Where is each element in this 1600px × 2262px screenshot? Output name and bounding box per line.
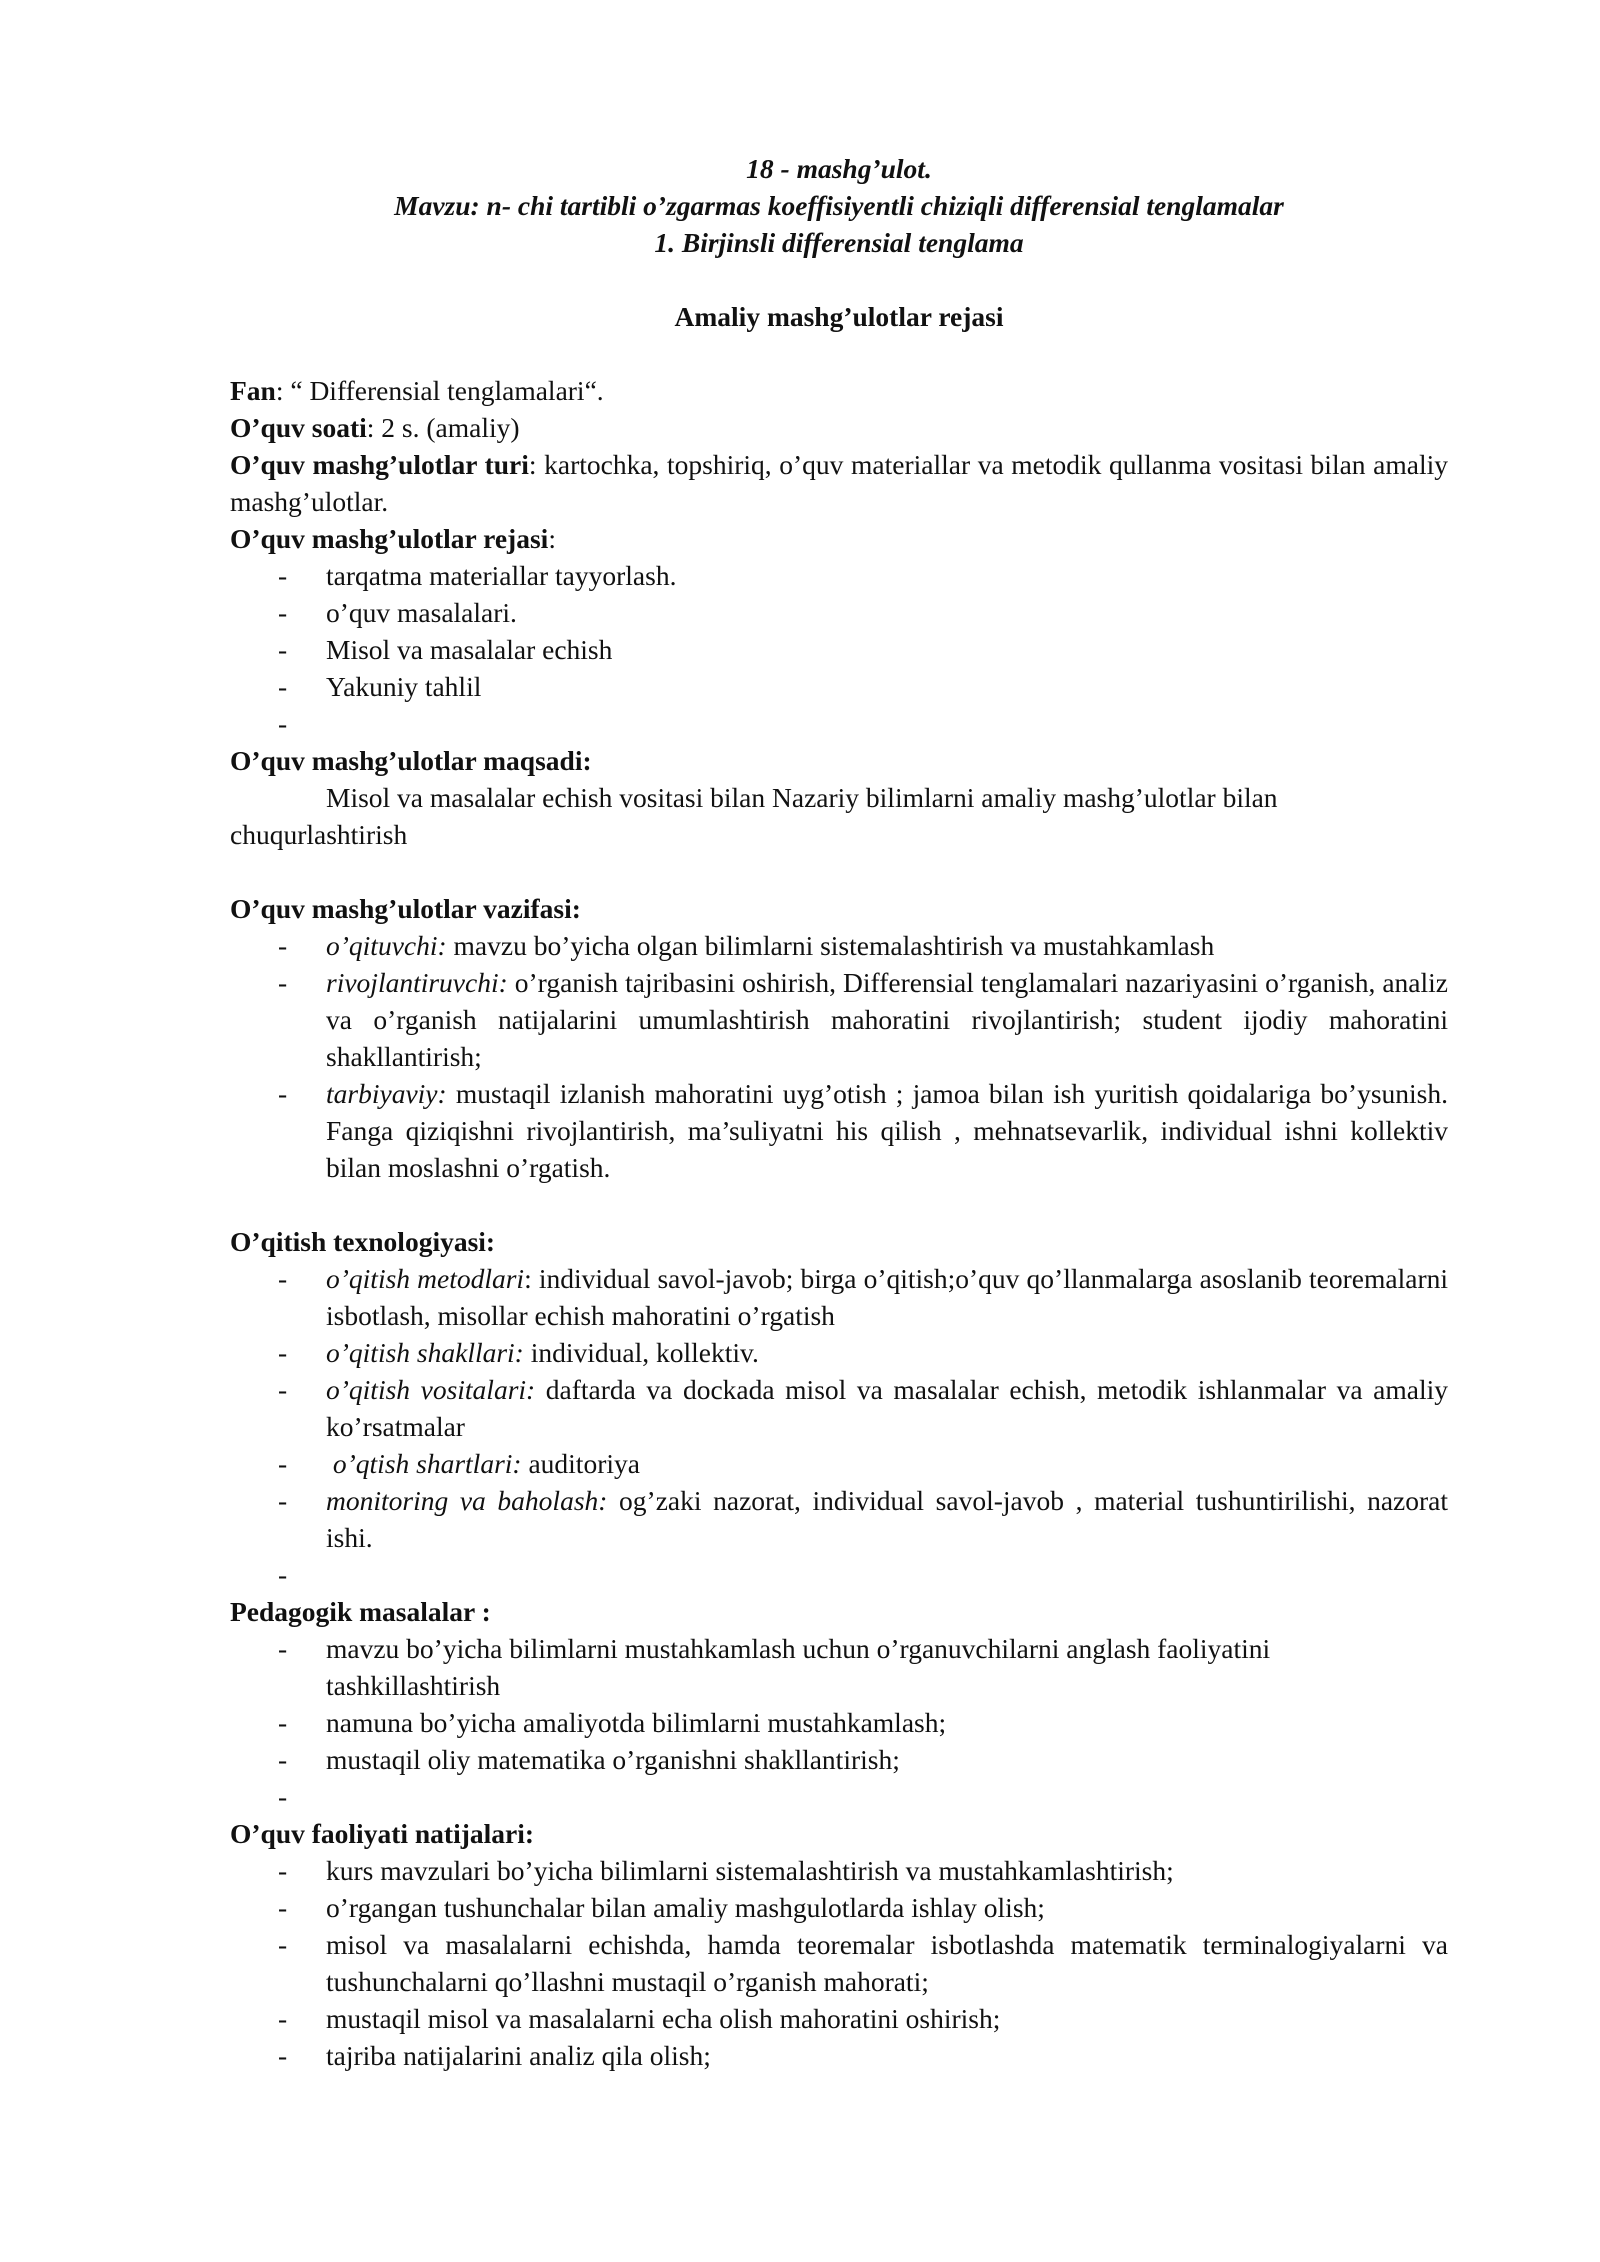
rejasi-colon: :	[548, 523, 556, 554]
lesson-number: 18 - mashg’ulot.	[746, 153, 932, 184]
list-item	[230, 1556, 1448, 1593]
list-item: - o’quv masalalari.	[230, 594, 1448, 631]
item-text: : individual savol-javob; birga o’qitish;o’quv qo’llanmalarga asoslanib teoremalarni isbotlash, misollar echish mahoratini o’rgatish	[326, 1263, 1448, 1331]
topic-title: Mavzu: n- chi tartibli o’zgarmas koeffisiyentli chiziqli differensial tenglamalar	[394, 190, 1284, 221]
dash-bullet: -	[278, 1781, 288, 1812]
fan-line	[230, 372, 1448, 409]
vazifasi-list	[230, 927, 1448, 1186]
list-item	[230, 964, 1448, 1075]
dash-bullet: -	[278, 1707, 288, 1738]
pedagogik-heading: Pedagogik masalalar :	[230, 1596, 491, 1627]
list-item: - Misol va masalalar echish	[230, 631, 1448, 668]
dash-bullet: -	[278, 634, 288, 665]
dash-bullet: -	[278, 1855, 288, 1886]
list-item	[230, 705, 1448, 742]
dash-bullet: -	[278, 1263, 288, 1294]
item-term: tarbiyaviy:	[326, 1078, 447, 1109]
list-item	[230, 1260, 1448, 1334]
list-item	[230, 1445, 1448, 1482]
item-text: mavzu bo’yicha olgan bilimlarni sistemalashtirish va mustahkamlash	[446, 930, 1215, 961]
rejasi-heading-line	[230, 520, 1448, 557]
list-item: - kurs mavzulari bo’yicha bilimlarni sistemalashtirish va mustahkamlashtirish;	[230, 1852, 1448, 1889]
item-term: o’qituvchi:	[326, 930, 447, 961]
fan-value: : “ Differensial tenglamalari“.	[275, 375, 604, 406]
subtopic-title: 1. Birjinsli differensial tenglama	[654, 227, 1024, 258]
list-item: - mavzu bo’yicha bilimlarni mustahkamlash uchun o’rganuvchilarni anglash faoliyatini tashkillashtirish	[230, 1630, 1448, 1704]
rejasi-list	[230, 557, 1448, 742]
item-text: auditoriya	[521, 1448, 640, 1479]
dash-bullet: -	[278, 1892, 288, 1923]
title-block	[230, 150, 1448, 261]
list-item: - mustaqil misol va masalalarni echa olish mahoratini oshirish;	[230, 2000, 1448, 2037]
dash-bullet: -	[278, 1078, 288, 1109]
soati-value: : 2 s. (amaliy)	[366, 412, 520, 443]
list-item: - mustaqil oliy matematika o’rganishni shakllantirish;	[230, 1741, 1448, 1778]
list-item	[230, 927, 1448, 964]
dash-bullet: -	[278, 1633, 288, 1664]
item-term: rivojlantiruvchi:	[326, 967, 508, 998]
list-item	[230, 1075, 1448, 1186]
list-item: - namuna bo’yicha amaliyotda bilimlarni mustahkamlash;	[230, 1704, 1448, 1741]
maqsadi-text: Misol va masalalar echish vositasi bilan Nazariy bilimlarni amaliy mashg’ulotlar bilan chuqurlashtirish	[230, 782, 1278, 850]
turi-value: : kartochka, topshiriq, o’quv materiallar va metodik qullanma vositasi bilan amaliy mashg’ulotlar.	[230, 449, 1448, 517]
dash-bullet: -	[278, 1337, 288, 1368]
item-text: og’zaki nazorat, individual savol-javob , material tushuntirilishi, nazorat ishi.	[326, 1485, 1448, 1553]
turi-paragraph	[230, 446, 1448, 520]
list-item	[230, 1778, 1448, 1815]
list-item: - Yakuniy tahlil	[230, 668, 1448, 705]
dash-bullet: -	[278, 930, 288, 961]
item-text: daftarda va dockada misol va masalalar echish, metodik ishlanmalar va amaliy ko’rsatmalar	[326, 1374, 1448, 1442]
dash-bullet: -	[278, 1374, 288, 1405]
turi-label: O’quv mashg’ulotlar turi	[230, 449, 529, 480]
texnologiyasi-heading: O’qitish texnologiyasi:	[230, 1226, 496, 1257]
list-item: - o’rgangan tushunchalar bilan amaliy mashgulotlarda ishlay olish;	[230, 1889, 1448, 1926]
natijalari-heading: O’quv faoliyati natijalari:	[230, 1818, 535, 1849]
dash-bullet: -	[278, 1744, 288, 1775]
spacer	[230, 853, 1448, 890]
item-text: o’rganish tajribasini oshirish, Differensial tenglamalari nazariyasini o’rganish, analiz va o’rganish natijalarini umumlashtirish mahoratini rivojlantirish; student ijodiy mahoratini shakllantirish;	[326, 967, 1448, 1072]
maqsadi-heading: O’quv mashg’ulotlar maqsadi:	[230, 745, 592, 776]
dash-bullet: -	[278, 2040, 288, 2071]
item-term: o’qtish shartlari:	[326, 1448, 522, 1479]
item-text: mustaqil izlanish mahoratini uyg’otish ; jamoa bilan ish yuritish qoidalariga bo’ysunish. Fanga qiziqishni rivojlantirish, ma’suliyatni his qilish , mehnatsevarlik, individual ishni kollektiv bilan moslashni o’rgatish.	[326, 1078, 1448, 1183]
natijalari-list	[230, 1852, 1448, 2074]
pedagogik-list	[230, 1630, 1448, 1815]
dash-bullet: -	[278, 597, 288, 628]
dash-bullet: -	[278, 560, 288, 591]
fan-label: Fan	[230, 375, 276, 406]
item-term: o’qitish metodlari	[326, 1263, 525, 1294]
item-text: individual, kollektiv.	[523, 1337, 759, 1368]
dash-bullet: -	[278, 708, 288, 739]
vazifasi-heading: O’quv mashg’ulotlar vazifasi:	[230, 893, 581, 924]
document-page	[230, 150, 1448, 2074]
list-item	[230, 1482, 1448, 1556]
soati-label: O’quv soati	[230, 412, 367, 443]
texnologiyasi-list	[230, 1260, 1448, 1593]
dash-bullet: -	[278, 2003, 288, 2034]
dash-bullet: -	[278, 967, 288, 998]
dash-bullet: -	[278, 671, 288, 702]
dash-bullet: -	[278, 1929, 288, 1960]
item-term: monitoring va baholash:	[326, 1485, 608, 1516]
list-item: - tajriba natijalarini analiz qila olish;	[230, 2037, 1448, 2074]
dash-bullet: -	[278, 1485, 288, 1516]
item-term: o’qitish shakllari:	[326, 1337, 524, 1368]
list-item	[230, 1371, 1448, 1445]
list-item: - misol va masalalarni echishda, hamda teoremalar isbotlashda matematik terminalogiyalarni va tushunchalarni qo’llashni mustaqil o’rganish mahorati;	[230, 1926, 1448, 2000]
dash-bullet: -	[278, 1559, 288, 1590]
list-item	[230, 1334, 1448, 1371]
list-item: - tarqatma materiallar tayyorlash.	[230, 557, 1448, 594]
dash-bullet: -	[278, 1448, 288, 1479]
rejasi-heading: O’quv mashg’ulotlar rejasi	[230, 523, 549, 554]
item-term: o’qitish vositalari:	[326, 1374, 536, 1405]
spacer	[230, 1186, 1448, 1223]
soati-line	[230, 409, 1448, 446]
plan-title: Amaliy mashg’ulotlar rejasi	[674, 301, 1004, 332]
